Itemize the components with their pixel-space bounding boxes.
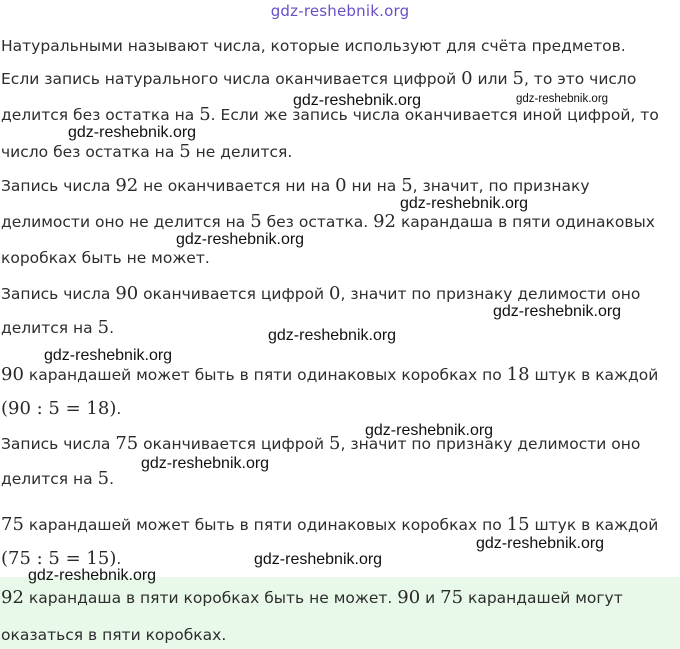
- watermark: gdz-reshebnik.org: [176, 231, 305, 248]
- case-90-line-2: делится на 5.: [1, 317, 114, 338]
- watermark: gdz-reshebnik.org: [476, 535, 605, 552]
- case-90-line-1: Запись числа 90 оканчивается цифрой 0, значит по признаку делимости оно: [1, 283, 641, 304]
- definition-text: Натуральными называют числа, которые используют для счёта предметов.: [1, 37, 626, 55]
- case-75-line-2: делится на 5.: [1, 468, 114, 489]
- watermark: gdz-reshebnik.org: [365, 422, 494, 439]
- answer-line-2: оказаться в пяти коробках.: [1, 626, 227, 644]
- case-92-line-2: делимости оно не делится на 5 без остатка. 92 карандаша в пяти одинаковых: [1, 211, 655, 232]
- header-watermark: gdz-reshebnik.org: [270, 2, 410, 20]
- watermark: gdz-reshebnik.org: [516, 93, 609, 105]
- watermark: gdz-reshebnik.org: [28, 567, 157, 584]
- boxes-75-line-2: (75 : 5 = 15).: [1, 548, 122, 569]
- rule-line-2: делится без остатка на 5. Если же запись числа оканчивается иной цифрой, то: [1, 104, 659, 125]
- case-92-line-3: коробках быть не может.: [1, 249, 210, 267]
- boxes-90-line-2: (90 : 5 = 18).: [1, 398, 122, 419]
- answer-line-1: 92 карандаша в пяти коробках быть не может. 90 и 75 карандашей могут: [1, 587, 623, 608]
- watermark: gdz-reshebnik.org: [68, 124, 197, 141]
- watermark: gdz-reshebnik.org: [254, 551, 383, 568]
- watermark: gdz-reshebnik.org: [400, 195, 529, 212]
- rule-line-1: Если запись натурального числа оканчивается цифрой 0 или 5, то это число: [1, 68, 637, 89]
- rule-line-3: число без остатка на 5 не делится.: [1, 141, 293, 162]
- watermark: gdz-reshebnik.org: [141, 455, 270, 472]
- case-75-line-1: Запись числа 75 оканчивается цифрой 5, значит по признаку делимости оно: [1, 433, 641, 454]
- boxes-75-line-1: 75 карандашей может быть в пяти одинаковых коробках по 15 штук в каждой: [1, 514, 659, 535]
- watermark: gdz-reshebnik.org: [293, 92, 422, 109]
- boxes-90-line-1: 90 карандашей может быть в пяти одинаковых коробках по 18 штук в каждой: [1, 364, 659, 385]
- watermark: gdz-reshebnik.org: [44, 347, 173, 364]
- case-92-line-1: Запись числа 92 не оканчивается ни на 0 ни на 5, значит, по признаку: [1, 175, 590, 196]
- watermark: gdz-reshebnik.org: [493, 303, 622, 320]
- watermark: gdz-reshebnik.org: [268, 327, 397, 344]
